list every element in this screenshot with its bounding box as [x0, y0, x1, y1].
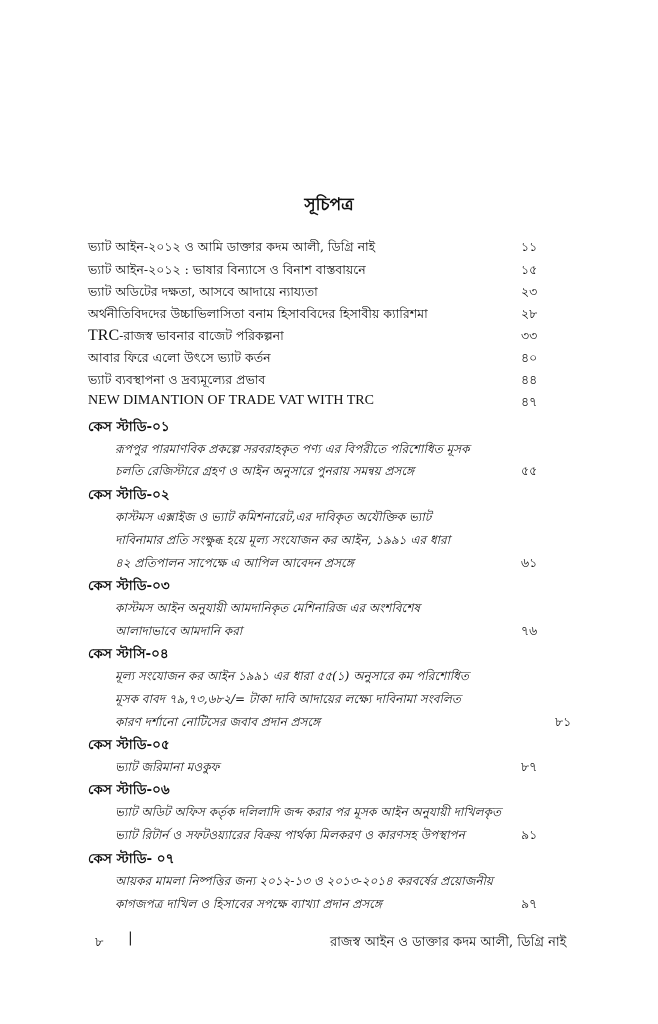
toc-page-number: ৭৬ — [521, 623, 538, 638]
footer-book-title: রাজস্ব আইন ও ডাক্তার কদম আলী, ডিগ্রি নাই — [330, 935, 567, 950]
toc-entry[interactable]: ভ্যাট ব্যবস্থাপনা ও দ্রব্যমূল্যের প্রভাব — [88, 372, 266, 387]
toc-page-number: ৫৫ — [521, 463, 538, 478]
case-study-line: কাগজপত্র দাখিল ও হিসাবের সপক্ষে ব্যাখ্যা প্রদান প্রসঙ্গে — [115, 897, 382, 911]
toc-entry[interactable]: ভ্যাট আইন-২০১২ : ভাষার বিন্যাসে ও বিনাশ বাস্তবায়নে — [88, 262, 366, 277]
toc-entry[interactable]: অর্থনীতিবিদদের উচ্চাভিলাসিতা বনাম হিসাববিদের হিসাবীয় ক্যারিশমা — [88, 306, 428, 321]
toc-page-number: ২৮ — [521, 306, 538, 321]
toc-page-number: ৪৪ — [521, 372, 538, 387]
case-study-heading[interactable]: কেস স্টাসি-০৪ — [88, 646, 169, 662]
case-study-line: আয়কর মামলা নিষ্পত্তির জন্য ২০১২-১৩ ও ২০১৩-২০১৪ করবর্ষের প্রয়োজনীয় — [115, 874, 493, 888]
toc-page-number: ৩৩ — [521, 328, 538, 343]
toc-page-number: ৯৭ — [521, 896, 538, 911]
toc-entry[interactable] — [88, 327, 284, 348]
toc-page-number: ১১ — [521, 239, 538, 254]
case-study-line: ভ্যাট অডিট অফিস কর্তৃক দলিলাদি জব্দ করার পর মূসক আইন অনুযায়ী দাখিলকৃত — [115, 805, 502, 819]
case-study-heading[interactable]: কেস স্টাডি-০৬ — [88, 782, 170, 798]
case-study-line: ভ্যাট জরিমানা মওকুফ — [115, 760, 220, 774]
toc-page-number: ২৩ — [521, 284, 538, 299]
toc-page-number: ৪৭ — [521, 394, 538, 409]
case-study-line: রূপপুর পারমাণবিক প্রকল্পে সরবরাহকৃত পণ্য এর বিপরীতে পরিশোধিত মূসক — [115, 442, 470, 456]
toc-page-number: ১৫ — [521, 262, 538, 277]
toc-entry-prefix: TRC — [88, 327, 120, 344]
case-study-line: কাস্টমস এক্সাইজ ও ভ্যাট কমিশনারেট,এর দাবিকৃত অযৌক্তিক ভ্যাট — [115, 510, 432, 524]
toc-page-number: ৬১ — [521, 555, 538, 570]
toc-entry[interactable]: ভ্যাট আইন-২০১২ ও আমি ডাক্তার কদম আলী, ডিগ্রি নাই — [88, 239, 376, 254]
case-study-line: কারণ দর্শানো নোটিসের জবাব প্রদান প্রসঙ্গে — [115, 715, 321, 729]
footer-page-number: ৮ — [95, 935, 104, 950]
case-study-line: কাস্টমস আইন অনুযায়ী আমদানিকৃত মেশিনারিজ এর অংশবিশেষ — [115, 601, 421, 615]
toc-page-number: ৮১ — [555, 714, 572, 729]
case-study-line: আলাদাভাবে আমদানি করা — [115, 624, 243, 638]
case-study-line: ভ্যাট রিটার্ন ও সফটওয়্যারের বিক্রয় পার্থক্য মিলকরণ ও কারণসহ উপস্থাপন — [115, 828, 465, 842]
case-study-heading[interactable]: কেস স্টাডি-০৩ — [88, 578, 170, 594]
case-study-line: মূল্য সংযোজন কর আইন ১৯৯১ এর ধারা ৫৫(১) অনুসারে কম পরিশোধিত — [115, 669, 469, 683]
toc-entry[interactable]: NEW DIMANTION OF TRADE VAT WITH TRC — [88, 393, 374, 408]
case-study-heading[interactable]: কেস স্টাডি- ০৭ — [88, 851, 175, 867]
toc-entry[interactable]: আবার ফিরে এলো উৎসে ভ্যাট কর্তন — [88, 350, 271, 365]
case-study-line: চলতি রেজিস্টারে গ্রহণ ও আইন অনুসারে পুনরায় সমন্বয় প্রসঙ্গে — [115, 464, 415, 478]
case-study-heading[interactable]: কেস স্টাডি-০৫ — [88, 737, 170, 753]
toc-entry-text: -রাজস্ব ভাবনার বাজেট পরিকল্পনা — [119, 328, 284, 343]
case-study-line: মূসক বাবদ ৭৯,৭৩,৬৮২/= টাকা দাবি আদায়ের লক্ষ্যে দাবিনামা সংবলিত — [115, 692, 461, 706]
case-study-line: দাবিনামার প্রতি সংক্ষুব্ধ হয়ে মূল্য সংযোজন কর আইন, ১৯৯১ এর ধারা — [115, 533, 451, 547]
toc-page-number: ৯১ — [521, 827, 538, 842]
toc-page-number: ৪০ — [521, 350, 538, 365]
page-title: সূচিপত্র — [304, 195, 354, 215]
toc-entry[interactable]: ভ্যাট অডিটের দক্ষতা, আসবে আদায়ে ন্যায্যতা — [88, 284, 318, 299]
case-study-heading[interactable]: কেস স্টাডি-০২ — [88, 487, 170, 503]
footer-separator: | — [128, 930, 133, 946]
case-study-heading[interactable]: কেস স্টাডি-০১ — [88, 419, 170, 435]
toc-page-number: ৮৭ — [521, 759, 538, 774]
case-study-line: ৪২ প্রতিপালন সাপেক্ষে এ আপিল আবেদন প্রসঙ্গে — [115, 556, 354, 570]
